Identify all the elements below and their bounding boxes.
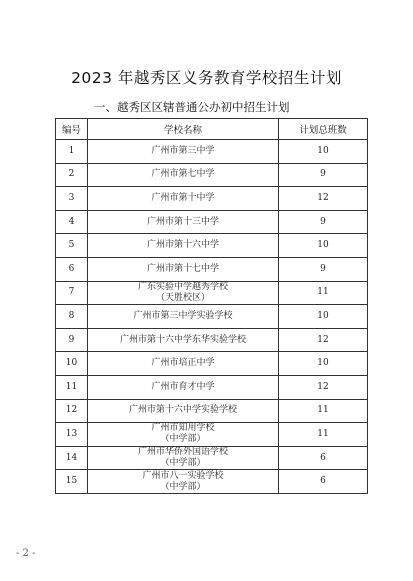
row-number: 8 xyxy=(56,305,88,329)
row-number: 9 xyxy=(56,328,88,352)
row-number: 6 xyxy=(56,257,88,281)
row-number: 1 xyxy=(56,140,88,164)
row-number: 13 xyxy=(56,423,88,447)
school-name: 广州市培正中学 xyxy=(151,358,215,369)
class-count: 10 xyxy=(279,234,368,258)
class-count: 6 xyxy=(279,446,368,470)
table-row xyxy=(56,470,368,494)
school-name: 广州市第三中学实验学校 xyxy=(133,310,233,321)
class-count: 11 xyxy=(279,281,368,305)
school-name: 广州市第十六中学实验学校 xyxy=(128,405,237,416)
school-name-cell xyxy=(88,187,279,211)
header-school-name: 学校名称 xyxy=(88,119,279,140)
row-number: 15 xyxy=(56,470,88,494)
school-campus-note: （中学部） xyxy=(160,481,206,492)
school-name-cell xyxy=(88,399,279,423)
school-name: 广州市华侨外国语学校 xyxy=(137,447,228,458)
table-row xyxy=(56,328,368,352)
class-count: 9 xyxy=(279,163,368,187)
row-number: 5 xyxy=(56,234,88,258)
table-row xyxy=(56,140,368,164)
school-name-cell xyxy=(88,257,279,281)
school-name-cell xyxy=(88,446,279,470)
school-name: 广州市第十中学 xyxy=(151,192,215,203)
class-count: 12 xyxy=(279,328,368,352)
class-count: 11 xyxy=(279,423,368,447)
school-name-cell xyxy=(88,281,279,305)
school-name-cell xyxy=(88,163,279,187)
table-body xyxy=(56,140,368,494)
table-row xyxy=(56,446,368,470)
table-row xyxy=(56,305,368,329)
row-number: 2 xyxy=(56,163,88,187)
page-title: 2023 年越秀区义务教育学校招生计划 xyxy=(71,69,342,87)
class-count: 10 xyxy=(279,140,368,164)
school-name: 广州市知用学校 xyxy=(151,423,215,434)
table-row xyxy=(56,210,368,234)
enrollment-plan-table xyxy=(55,118,368,494)
table-row xyxy=(56,163,368,187)
section-heading: 一、越秀区区辖普通公办初中招生计划 xyxy=(94,100,290,114)
table-row xyxy=(56,234,368,258)
class-count: 10 xyxy=(279,305,368,329)
school-name: 广州市第三中学 xyxy=(151,145,215,156)
class-count: 9 xyxy=(279,257,368,281)
header-number: 编号 xyxy=(56,119,88,140)
school-name: 广州市第十三中学 xyxy=(146,216,219,227)
school-name: 广州市第十六中学 xyxy=(146,240,219,251)
school-name-cell xyxy=(88,140,279,164)
table-row xyxy=(56,187,368,211)
row-number: 11 xyxy=(56,375,88,399)
school-name: 广州市八一实验学校 xyxy=(142,470,224,481)
page-number: - 2 - xyxy=(16,548,36,559)
class-count: 9 xyxy=(279,210,368,234)
school-campus-note: （中学部） xyxy=(160,458,206,469)
school-name-cell xyxy=(88,423,279,447)
school-name: 广州市第十六中学东华实验学校 xyxy=(119,334,246,345)
class-count: 10 xyxy=(279,352,368,376)
school-name-cell xyxy=(88,328,279,352)
table-header-row xyxy=(56,119,368,140)
school-name-cell xyxy=(88,305,279,329)
table-row xyxy=(56,399,368,423)
class-count: 6 xyxy=(279,470,368,494)
school-name-cell xyxy=(88,375,279,399)
row-number: 4 xyxy=(56,210,88,234)
row-number: 12 xyxy=(56,399,88,423)
header-class-count: 计划总班数 xyxy=(279,119,368,140)
school-name: 广州市育才中学 xyxy=(151,381,215,392)
table-row xyxy=(56,281,368,305)
table-row xyxy=(56,423,368,447)
school-name-cell xyxy=(88,470,279,494)
table-row xyxy=(56,257,368,281)
class-count: 11 xyxy=(279,399,368,423)
school-name: 广州市第七中学 xyxy=(151,169,215,180)
row-number: 14 xyxy=(56,446,88,470)
school-name-cell xyxy=(88,234,279,258)
school-campus-note: （中学部） xyxy=(160,434,206,445)
table-row xyxy=(56,352,368,376)
school-name-cell xyxy=(88,210,279,234)
row-number: 3 xyxy=(56,187,88,211)
row-number: 10 xyxy=(56,352,88,376)
school-name: 广州市第十七中学 xyxy=(146,263,219,274)
table-row xyxy=(56,375,368,399)
school-name-cell xyxy=(88,352,279,376)
class-count: 12 xyxy=(279,375,368,399)
school-name: 广东实验中学越秀学校 xyxy=(137,281,228,292)
class-count: 12 xyxy=(279,187,368,211)
row-number: 7 xyxy=(56,281,88,305)
school-campus-note: （天胜校区） xyxy=(155,292,210,303)
